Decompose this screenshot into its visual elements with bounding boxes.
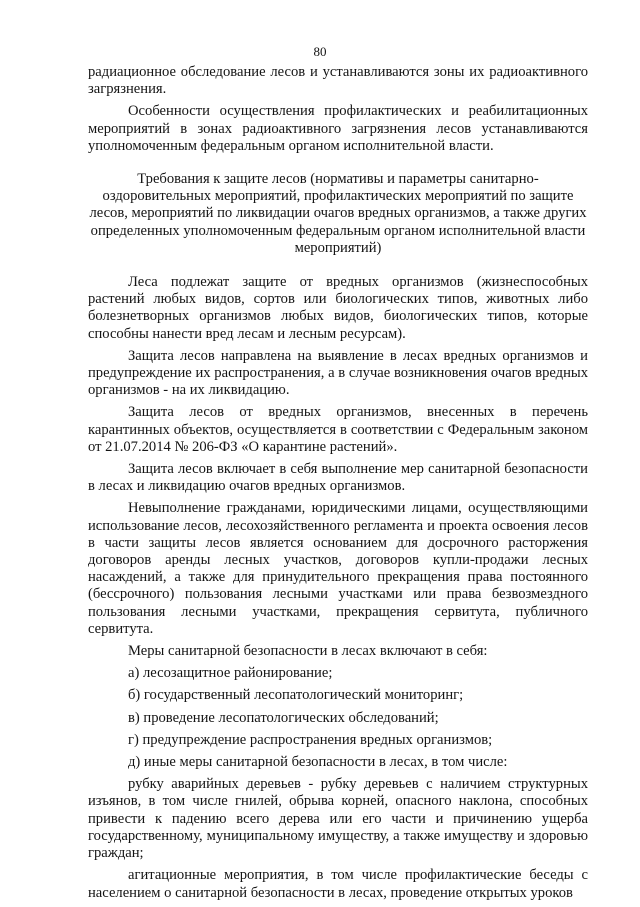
paragraph-3: Защита лесов от вредных организмов, внесенных в перечень карантинных объектов, осуществляется в соответствии с Федеральным законом от 21.07.2014 № 206-ФЗ «О карантине растений». bbox=[88, 404, 588, 455]
paragraph-5: Невыполнение гражданами, юридическими лицами, осуществляющими использование лесов, лесохозяйственного регламента и проекта освоения лесов в части защиты лесов является основанием для досрочного расторжения договоров аренды лесных участков, договоров купли-продажи лесных насаждений, а также для принудительного прекращения права постоянного (бессрочного) пользования лесными участками или права безвозмездного пользования лесными участками, прекращения сервитута, публичного сервитута. bbox=[88, 500, 588, 637]
intro-block bbox=[88, 64, 588, 160]
paragraph-1: Леса подлежат защите от вредных организмов (жизнеспособных растений любых видов, сортов или биологических типов, животных либо болезнетворных организмов любых видов, биологических типов, которые способны нанести вред лесам и лесным ресурсам). bbox=[88, 274, 588, 342]
section-heading-text: Требования к защите лесов (нормативы и параметры санитарно-оздоровительных мероприятий, профилактических мероприятий по защите лесов, мероприятий по ликвидации очагов вредных организмов, а также других определенных уполномоченным федеральным органом исполнительной власти мероприятий) bbox=[89, 171, 587, 256]
intro-paragraph-2: Особенности осуществления профилактических и реабилитационных мероприятий в зонах радиоактивного загрязнения лесов устанавливаются уполномоченным федеральным органом исполнительной власти. bbox=[88, 103, 588, 154]
measure-item-g: г) предупреждение распространения вредных организмов; bbox=[128, 731, 493, 748]
paragraph-4: Защита лесов включает в себя выполнение мер санитарной безопасности в лесах и ликвидацию очагов вредных организмов. bbox=[88, 461, 588, 495]
measure-item-v: в) проведение лесопатологических обследований; bbox=[128, 709, 439, 726]
paragraph-2: Защита лесов направлена на выявление в лесах вредных организмов и предупреждение их распространения, а в случае возникновения очагов вредных организмов - на их ликвидацию. bbox=[88, 347, 588, 399]
measure-item-a: а) лесозащитное районирование; bbox=[128, 665, 333, 682]
paragraph-6: Меры санитарной безопасности в лесах включают в себя: bbox=[128, 643, 488, 660]
tail-paragraph-2: агитационные мероприятия, в том числе профилактические беседы с населением о санитарной безопасности в лесах, проведение открытых уроков bbox=[88, 867, 588, 901]
measure-item-b: б) государственный лесопатологический мониторинг; bbox=[128, 687, 464, 704]
measure-item-d: д) иные меры санитарной безопасности в лесах, в том числе: bbox=[128, 754, 508, 771]
page-number: 80 bbox=[313, 44, 327, 59]
tail-paragraph-1: рубку аварийных деревьев - рубку деревьев с наличием структурных изъянов, в том числе гнилей, обрыва корней, опасного наклона, способных привести к падению всего дерева или его части и причинению ущерба государственному, муниципальному имуществу, а также имуществу и здоровью граждан; bbox=[88, 776, 588, 862]
intro-paragraph-1: радиационное обследование лесов и устанавливаются зоны их радиоактивного загрязнения. bbox=[88, 64, 588, 98]
main-text-block bbox=[88, 274, 588, 907]
section-heading bbox=[88, 171, 588, 257]
